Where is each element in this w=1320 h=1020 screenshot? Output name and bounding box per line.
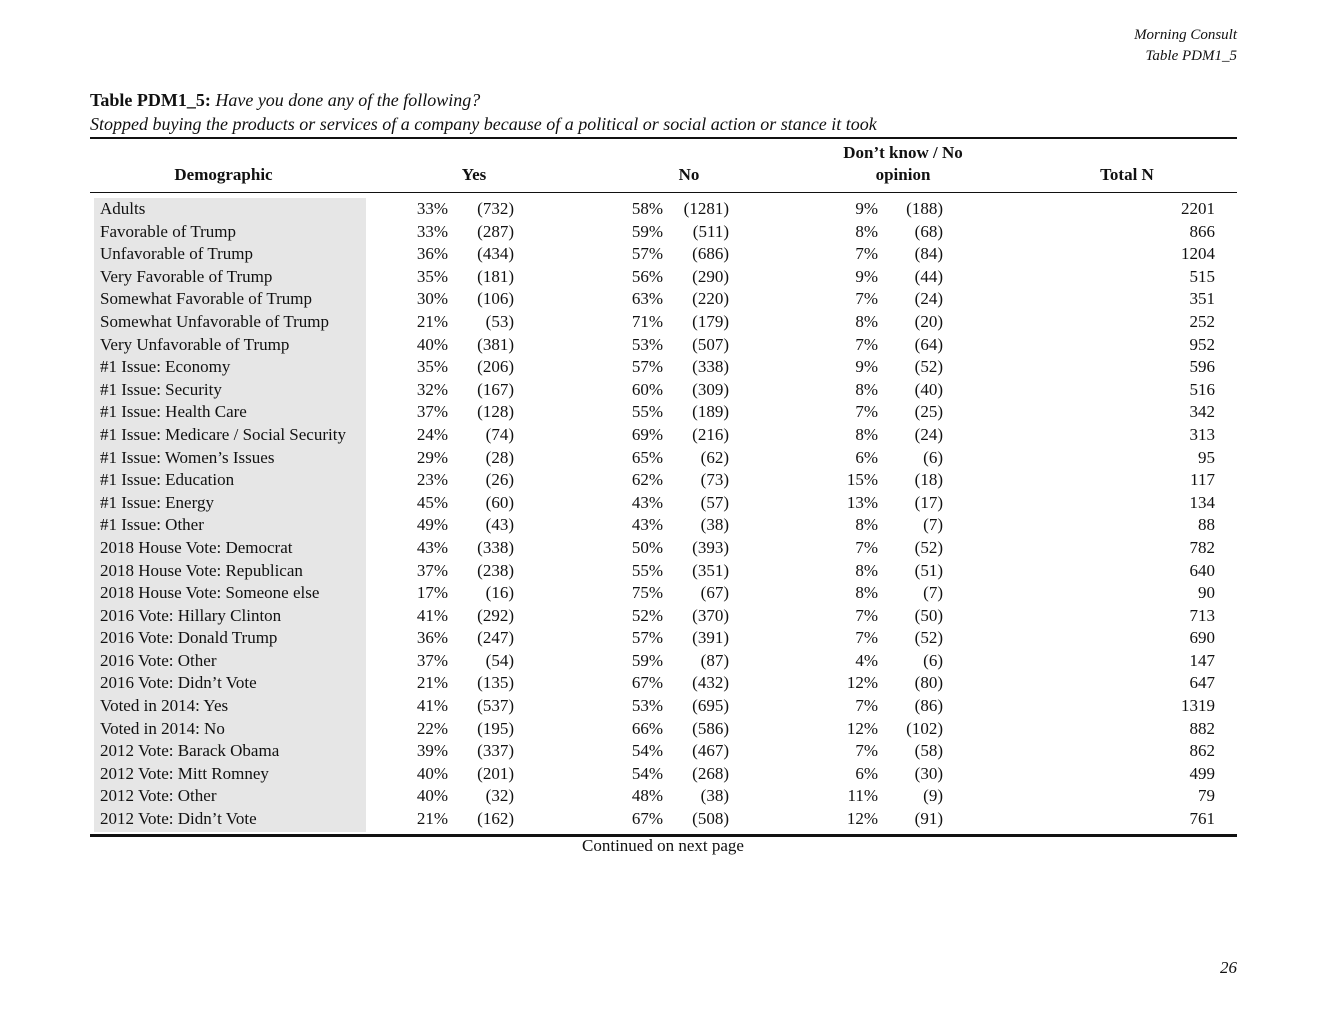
dont-know-percent-cell: 8%: [855, 583, 878, 603]
dont-know-count-cell: (6): [923, 650, 943, 670]
yes-percent-cell: 33%: [416, 221, 448, 241]
dont-know-percent-cell: 15%: [846, 470, 878, 490]
total-n-cell: 640: [1189, 560, 1215, 580]
demographic-cell: #1 Issue: Economy: [100, 357, 231, 377]
table-row: [0, 672, 1320, 695]
col-header-yes: Yes: [461, 165, 487, 184]
yes-count-cell: (74): [485, 424, 514, 444]
yes-percent-cell: 29%: [416, 447, 448, 467]
dont-know-percent-cell: 7%: [855, 244, 878, 264]
total-n-cell: 690: [1189, 628, 1215, 648]
yes-count-cell: (167): [477, 379, 514, 399]
demographic-cell: 2012 Vote: Barack Obama: [100, 741, 280, 761]
table-row: [0, 243, 1320, 266]
demographic-cell: Somewhat Unfavorable of Trump: [100, 311, 330, 331]
no-count-cell: (393): [692, 537, 729, 557]
no-percent-cell: 56%: [631, 266, 663, 286]
table-row: [0, 605, 1320, 628]
dont-know-count-cell: (7): [923, 515, 943, 535]
no-count-cell: (220): [692, 289, 729, 309]
demographic-cell: #1 Issue: Other: [100, 515, 204, 535]
yes-count-cell: (28): [485, 447, 514, 467]
demographic-cell: 2018 House Vote: Democrat: [100, 537, 293, 557]
yes-count-cell: (106): [477, 289, 514, 309]
title-label: Table PDM1_5:: [90, 90, 211, 110]
yes-count-cell: (43): [485, 515, 514, 535]
no-percent-cell: 55%: [631, 402, 663, 422]
yes-percent-cell: 30%: [416, 289, 448, 309]
dont-know-percent-cell: 12%: [846, 809, 878, 829]
col-header-dont-know: [803, 142, 1003, 186]
header-org: Morning Consult: [1134, 27, 1237, 43]
table-body: [0, 198, 1320, 831]
yes-count-cell: (54): [485, 650, 514, 670]
yes-percent-cell: 43%: [416, 537, 448, 557]
no-count-cell: (67): [700, 583, 729, 603]
table-row: [0, 650, 1320, 673]
no-count-cell: (351): [692, 560, 729, 580]
dont-know-count-cell: (91): [914, 809, 943, 829]
no-percent-cell: 71%: [631, 311, 663, 331]
dont-know-percent-cell: 13%: [846, 492, 878, 512]
no-percent-cell: 67%: [631, 673, 663, 693]
no-count-cell: (216): [692, 424, 729, 444]
demographic-cell: 2016 Vote: Didn’t Vote: [100, 673, 257, 693]
no-count-cell: (309): [692, 379, 729, 399]
no-count-cell: (467): [692, 741, 729, 761]
no-percent-cell: 48%: [631, 786, 663, 806]
no-percent-cell: 57%: [631, 357, 663, 377]
demographic-cell: 2012 Vote: Mitt Romney: [100, 763, 269, 783]
table-row: [0, 401, 1320, 424]
total-n-cell: 1319: [1181, 696, 1215, 716]
yes-percent-cell: 22%: [416, 718, 448, 738]
yes-percent-cell: 35%: [416, 357, 448, 377]
no-count-cell: (432): [692, 673, 729, 693]
yes-percent-cell: 49%: [416, 515, 448, 535]
dont-know-percent-cell: 8%: [855, 379, 878, 399]
no-percent-cell: 43%: [631, 492, 663, 512]
total-n-cell: 1204: [1181, 244, 1215, 264]
header-table-ref: Table PDM1_5: [1145, 48, 1237, 64]
table-row: [0, 288, 1320, 311]
dont-know-percent-cell: 12%: [846, 673, 878, 693]
dont-know-count-cell: (86): [914, 696, 943, 716]
dont-know-percent-cell: 4%: [855, 650, 878, 670]
no-count-cell: (189): [692, 402, 729, 422]
table-row: [0, 808, 1320, 831]
no-count-cell: (62): [700, 447, 729, 467]
yes-percent-cell: 24%: [416, 424, 448, 444]
yes-count-cell: (434): [477, 244, 514, 264]
yes-count-cell: (537): [477, 696, 514, 716]
no-percent-cell: 60%: [631, 379, 663, 399]
total-n-cell: 90: [1198, 583, 1215, 603]
no-percent-cell: 63%: [631, 289, 663, 309]
table-row: [0, 514, 1320, 537]
yes-count-cell: (181): [477, 266, 514, 286]
yes-count-cell: (287): [477, 221, 514, 241]
continued-note: Continued on next page: [582, 836, 744, 855]
total-n-cell: 647: [1189, 673, 1215, 693]
demographic-cell: 2012 Vote: Didn’t Vote: [100, 809, 257, 829]
dont-know-percent-cell: 7%: [855, 537, 878, 557]
total-n-cell: 147: [1189, 650, 1215, 670]
header-rule: [90, 192, 1237, 193]
dont-know-count-cell: (52): [914, 357, 943, 377]
total-n-cell: 499: [1189, 763, 1215, 783]
dont-know-percent-cell: 6%: [855, 763, 878, 783]
demographic-cell: 2016 Vote: Donald Trump: [100, 628, 278, 648]
dont-know-percent-cell: 8%: [855, 515, 878, 535]
dont-know-count-cell: (30): [914, 763, 943, 783]
no-percent-cell: 62%: [631, 470, 663, 490]
total-n-cell: 313: [1189, 424, 1215, 444]
dont-know-percent-cell: 7%: [855, 402, 878, 422]
no-percent-cell: 50%: [631, 537, 663, 557]
total-n-cell: 342: [1189, 402, 1215, 422]
no-count-cell: (507): [692, 334, 729, 354]
demographic-cell: #1 Issue: Education: [100, 470, 235, 490]
yes-percent-cell: 40%: [416, 786, 448, 806]
total-n-cell: 88: [1198, 515, 1215, 535]
table-row: [0, 424, 1320, 447]
yes-count-cell: (201): [477, 763, 514, 783]
demographic-cell: Very Favorable of Trump: [100, 266, 273, 286]
total-n-cell: 2201: [1181, 199, 1215, 218]
no-percent-cell: 58%: [631, 199, 663, 218]
demographic-cell: #1 Issue: Energy: [100, 492, 214, 512]
page-header: [1134, 25, 1237, 67]
table-row: [0, 560, 1320, 583]
col-header-dont-know-line1: Don’t know / No: [843, 143, 963, 162]
no-percent-cell: 52%: [631, 605, 663, 625]
dont-know-percent-cell: 9%: [855, 266, 878, 286]
total-n-cell: 79: [1198, 786, 1215, 806]
yes-percent-cell: 35%: [416, 266, 448, 286]
table-row: [0, 627, 1320, 650]
demographic-cell: Adults: [100, 199, 146, 218]
dont-know-count-cell: (25): [914, 402, 943, 422]
yes-count-cell: (162): [477, 809, 514, 829]
table-row: [0, 379, 1320, 402]
table-row: [0, 740, 1320, 763]
yes-percent-cell: 23%: [416, 470, 448, 490]
table-row: [0, 447, 1320, 470]
yes-percent-cell: 45%: [416, 492, 448, 512]
yes-percent-cell: 21%: [416, 809, 448, 829]
total-n-cell: 134: [1189, 492, 1215, 512]
demographic-cell: 2012 Vote: Other: [100, 786, 217, 806]
demographic-cell: #1 Issue: Health Care: [100, 402, 247, 422]
dont-know-count-cell: (58): [914, 741, 943, 761]
dont-know-percent-cell: 7%: [855, 605, 878, 625]
dont-know-percent-cell: 8%: [855, 221, 878, 241]
no-count-cell: (686): [692, 244, 729, 264]
dont-know-percent-cell: 8%: [855, 311, 878, 331]
col-header-dont-know-line2: opinion: [875, 165, 931, 184]
no-count-cell: (1281): [683, 199, 729, 218]
no-percent-cell: 66%: [631, 718, 663, 738]
table-row: [0, 582, 1320, 605]
dont-know-percent-cell: 7%: [855, 741, 878, 761]
no-count-cell: (511): [692, 221, 729, 241]
demographic-cell: Very Unfavorable of Trump: [100, 334, 290, 354]
no-count-cell: (290): [692, 266, 729, 286]
col-header-total: Total N: [1100, 165, 1154, 184]
yes-percent-cell: 33%: [416, 199, 448, 218]
total-n-cell: 515: [1189, 266, 1215, 286]
demographic-cell: 2018 House Vote: Republican: [100, 560, 303, 580]
no-percent-cell: 54%: [631, 741, 663, 761]
dont-know-count-cell: (68): [914, 221, 943, 241]
demographic-cell: Favorable of Trump: [100, 221, 236, 241]
demographic-cell: 2016 Vote: Hillary Clinton: [100, 605, 282, 625]
yes-count-cell: (238): [477, 560, 514, 580]
dont-know-percent-cell: 8%: [855, 424, 878, 444]
col-header-no: No: [678, 165, 700, 184]
yes-count-cell: (32): [485, 786, 514, 806]
no-percent-cell: 59%: [631, 650, 663, 670]
yes-count-cell: (53): [485, 311, 514, 331]
dont-know-count-cell: (52): [914, 628, 943, 648]
no-count-cell: (695): [692, 696, 729, 716]
total-n-cell: 596: [1189, 357, 1215, 377]
page-number: 26: [1220, 958, 1237, 977]
dont-know-count-cell: (24): [914, 424, 943, 444]
table-row: [0, 492, 1320, 515]
no-percent-cell: 43%: [631, 515, 663, 535]
table-row: [0, 266, 1320, 289]
dont-know-percent-cell: 7%: [855, 628, 878, 648]
total-n-cell: 95: [1198, 447, 1215, 467]
total-n-cell: 882: [1189, 718, 1215, 738]
dont-know-count-cell: (24): [914, 289, 943, 309]
dont-know-percent-cell: 7%: [855, 289, 878, 309]
yes-percent-cell: 37%: [416, 560, 448, 580]
title-question: Have you done any of the following?: [215, 90, 481, 110]
yes-percent-cell: 41%: [416, 696, 448, 716]
dont-know-percent-cell: 8%: [855, 560, 878, 580]
no-percent-cell: 53%: [631, 696, 663, 716]
total-n-cell: 761: [1189, 809, 1215, 829]
no-count-cell: (338): [692, 357, 729, 377]
no-count-cell: (508): [692, 809, 729, 829]
table-row: [0, 785, 1320, 808]
yes-percent-cell: 36%: [416, 244, 448, 264]
table-row: [0, 198, 1320, 221]
no-percent-cell: 57%: [631, 628, 663, 648]
no-count-cell: (370): [692, 605, 729, 625]
total-n-cell: 782: [1189, 537, 1215, 557]
total-n-cell: 862: [1189, 741, 1215, 761]
top-rule: [90, 137, 1237, 139]
dont-know-count-cell: (9): [923, 786, 943, 806]
total-n-cell: 516: [1189, 379, 1215, 399]
no-percent-cell: 69%: [631, 424, 663, 444]
dont-know-count-cell: (7): [923, 583, 943, 603]
demographic-cell: Unfavorable of Trump: [100, 244, 253, 264]
dont-know-count-cell: (44): [914, 266, 943, 286]
dont-know-count-cell: (102): [906, 718, 943, 738]
yes-count-cell: (128): [477, 402, 514, 422]
no-percent-cell: 57%: [631, 244, 663, 264]
dont-know-percent-cell: 9%: [855, 199, 878, 218]
no-count-cell: (391): [692, 628, 729, 648]
table-row: [0, 537, 1320, 560]
no-percent-cell: 67%: [631, 809, 663, 829]
no-percent-cell: 59%: [631, 221, 663, 241]
table-row: [0, 763, 1320, 786]
total-n-cell: 351: [1189, 289, 1215, 309]
dont-know-percent-cell: 7%: [855, 334, 878, 354]
yes-percent-cell: 40%: [416, 763, 448, 783]
dont-know-percent-cell: 12%: [846, 718, 878, 738]
dont-know-count-cell: (80): [914, 673, 943, 693]
table-row: [0, 334, 1320, 357]
yes-count-cell: (206): [477, 357, 514, 377]
demographic-cell: #1 Issue: Women’s Issues: [100, 447, 275, 467]
yes-count-cell: (732): [477, 199, 514, 218]
table-row: [0, 356, 1320, 379]
total-n-cell: 117: [1190, 470, 1215, 490]
no-percent-cell: 65%: [631, 447, 663, 467]
no-count-cell: (87): [700, 650, 729, 670]
no-count-cell: (268): [692, 763, 729, 783]
yes-percent-cell: 32%: [416, 379, 448, 399]
no-count-cell: (179): [692, 311, 729, 331]
total-n-cell: 713: [1189, 605, 1215, 625]
no-count-cell: (57): [700, 492, 729, 512]
no-count-cell: (38): [700, 515, 729, 535]
dont-know-count-cell: (50): [914, 605, 943, 625]
demographic-cell: 2018 House Vote: Someone else: [100, 583, 320, 603]
dont-know-percent-cell: 7%: [855, 696, 878, 716]
dont-know-count-cell: (188): [906, 199, 943, 218]
yes-count-cell: (195): [477, 718, 514, 738]
dont-know-count-cell: (20): [914, 311, 943, 331]
dont-know-percent-cell: 6%: [855, 447, 878, 467]
yes-count-cell: (247): [477, 628, 514, 648]
demographic-cell: #1 Issue: Medicare / Social Security: [100, 424, 346, 444]
table-row: [0, 469, 1320, 492]
table-row: [0, 695, 1320, 718]
demographic-cell: Voted in 2014: No: [100, 718, 225, 738]
yes-percent-cell: 39%: [416, 741, 448, 761]
yes-percent-cell: 37%: [416, 650, 448, 670]
total-n-cell: 252: [1189, 311, 1215, 331]
table-row: [0, 311, 1320, 334]
title-subtitle: Stopped buying the products or services of a company because of a political or social action or stance it took: [90, 114, 877, 134]
yes-count-cell: (337): [477, 741, 514, 761]
no-count-cell: (73): [700, 470, 729, 490]
dont-know-count-cell: (51): [914, 560, 943, 580]
yes-percent-cell: 40%: [416, 334, 448, 354]
dont-know-count-cell: (52): [914, 537, 943, 557]
no-count-cell: (38): [700, 786, 729, 806]
demographic-cell: Somewhat Favorable of Trump: [100, 289, 313, 309]
yes-count-cell: (26): [485, 470, 514, 490]
dont-know-count-cell: (6): [923, 447, 943, 467]
yes-count-cell: (381): [477, 334, 514, 354]
dont-know-percent-cell: 11%: [847, 786, 878, 806]
yes-count-cell: (16): [485, 583, 514, 603]
column-headers: [90, 142, 1237, 190]
yes-count-cell: (60): [485, 492, 514, 512]
no-percent-cell: 75%: [631, 583, 663, 603]
dont-know-count-cell: (84): [914, 244, 943, 264]
no-percent-cell: 55%: [631, 560, 663, 580]
demographic-cell: Voted in 2014: Yes: [100, 696, 229, 716]
yes-percent-cell: 36%: [416, 628, 448, 648]
yes-count-cell: (292): [477, 605, 514, 625]
total-n-cell: 866: [1189, 221, 1215, 241]
dont-know-count-cell: (18): [914, 470, 943, 490]
dont-know-count-cell: (40): [914, 379, 943, 399]
yes-percent-cell: 17%: [416, 583, 448, 603]
dont-know-count-cell: (17): [914, 492, 943, 512]
table-row: [0, 718, 1320, 741]
no-count-cell: (586): [692, 718, 729, 738]
total-n-cell: 952: [1189, 334, 1215, 354]
dont-know-count-cell: (64): [914, 334, 943, 354]
no-percent-cell: 53%: [631, 334, 663, 354]
col-header-demographic: Demographic: [174, 165, 273, 184]
yes-count-cell: (338): [477, 537, 514, 557]
yes-percent-cell: 41%: [416, 605, 448, 625]
table-title: [90, 88, 1237, 136]
yes-count-cell: (135): [477, 673, 514, 693]
demographic-cell: #1 Issue: Security: [100, 379, 222, 399]
yes-percent-cell: 37%: [416, 402, 448, 422]
yes-percent-cell: 21%: [416, 311, 448, 331]
yes-percent-cell: 21%: [416, 673, 448, 693]
no-percent-cell: 54%: [631, 763, 663, 783]
demographic-cell: 2016 Vote: Other: [100, 650, 217, 670]
dont-know-percent-cell: 9%: [855, 357, 878, 377]
table-row: [0, 221, 1320, 244]
